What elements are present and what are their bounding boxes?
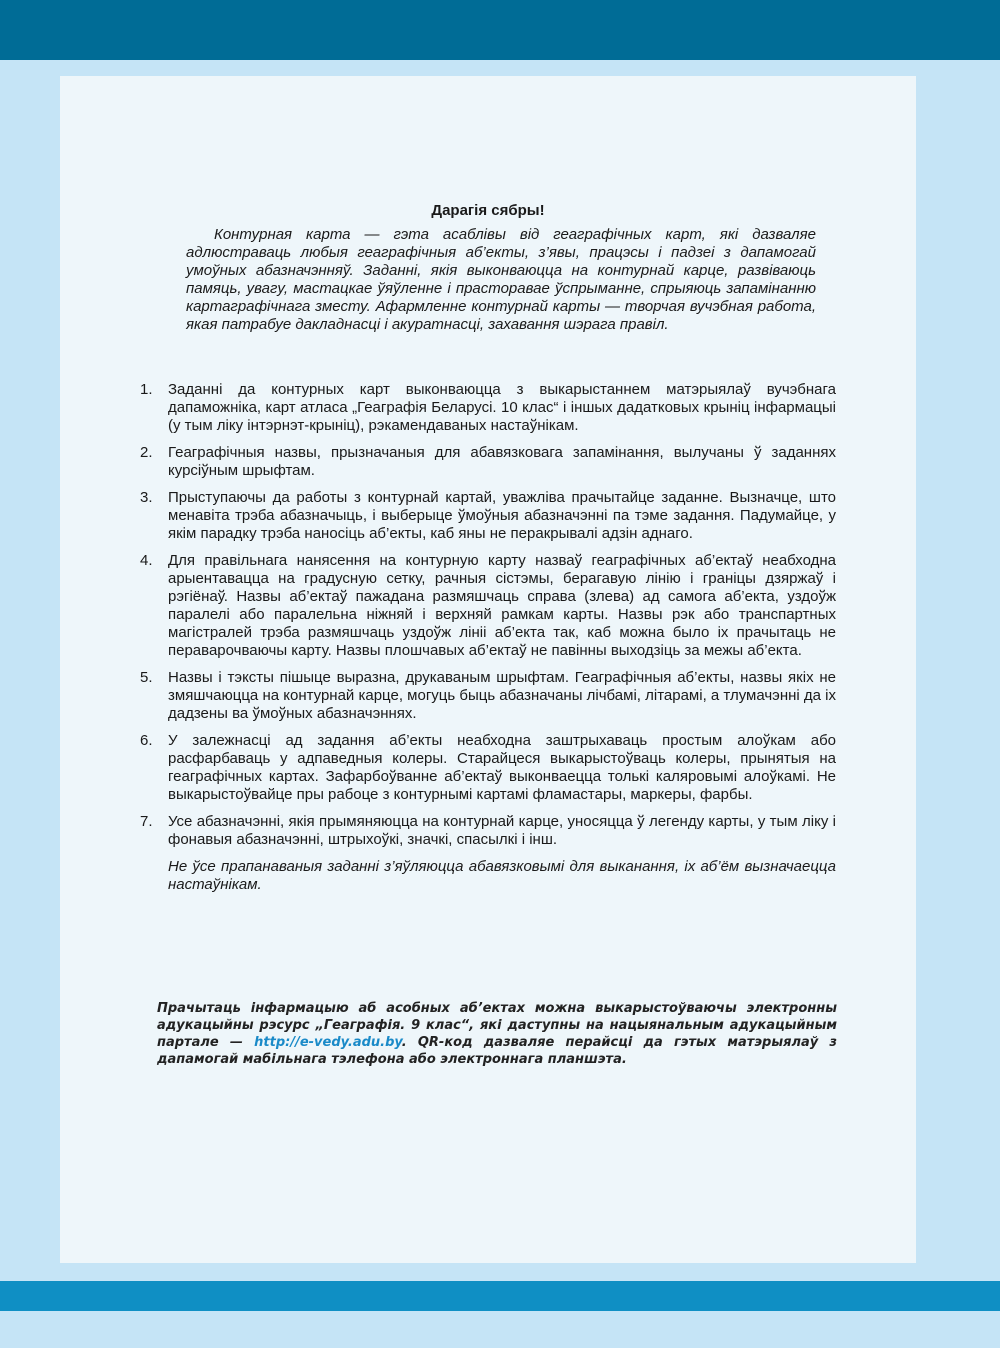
intro-paragraph: Контурная карта — гэта асаблівы від геаграфічных карт, які дазваляе адлюстраваць любыя геаграфічныя аб’екты, з’явы, працэсы і падзеі з дапамогай умоўных абазначэнняў. Заданні, якія выконваюцца на контурнай карце, развіваюць памяць, увагу, мастацкае ўяўленне і прасторавае ўспрыманне, спрыяюць запамінанню картаграфічнага зместу. Афармленне контурнай карты — творчая вучэбная работа, якая патрабуе дакладнасці і акуратнасці, захавання шэрага правіл. (186, 226, 816, 333)
list-item (140, 813, 836, 849)
list-item (140, 732, 836, 804)
list-item-text: Прыступаючы да работы з контурнай картай, уважліва прачытайце заданне. Вызначце, што менавіта трэба абазначыць, і выберыце ўмоўныя абазначэнні па тэме задання. Падумайце, у якім парадку трэба наносіць аб’екты, каб яны не перакрывалі адзін аднаго. (168, 489, 836, 542)
rules-list (140, 381, 836, 894)
list-item-number: 4. (140, 552, 153, 569)
page-sheet (60, 76, 916, 1263)
list-item (140, 489, 836, 543)
list-item-text: Назвы і тэксты пішыце выразна, друкаваным шрыфтам. Геаграфічныя аб’екты, назвы якіх не змяшчаюцца на контурнай карце, могуць быць абазначаны лічбамі, літарамі, а тлумачэнні да іх дадзены ва ўмоўных абазначэннях. (168, 669, 836, 722)
page-heading: Дарагія сябры! (431, 202, 545, 219)
list-item (140, 444, 836, 480)
footer-text-before: Прачытаць інфармацыю аб асобных аб’ектах можна выкарыстоўваючы электронны адукацыйны рэсурс „Геаграфія. 9 клас“, які даступны на нацыянальным адукацыйным партале — (157, 1001, 837, 1050)
list-item-number: 5. (140, 669, 153, 686)
list-item-text: Геаграфічныя назвы, прызначаныя для абавязковага запамінання, вылучаны ў заданнях курсіўным шрыфтам. (168, 444, 836, 479)
footer-text-after: . QR-код дазваляе перайсці да гэтых матэрыялаў з дапамогай мабільнага тэлефона або электроннага планшэта. (157, 1035, 837, 1067)
top-color-band (0, 0, 1000, 60)
resource-link[interactable]: http://e-vedy.adu.by (254, 1035, 402, 1050)
list-item (140, 669, 836, 723)
optional-tasks-note: Не ўсе прапанаваныя заданні з’яўляюцца абавязковымі для выканання, іх аб’ём вызначаецца настаўнікам. (168, 858, 836, 893)
list-item-number: 3. (140, 489, 153, 506)
footer-note (157, 1000, 837, 1068)
list-item-text: Заданні да контурных карт выконваюцца з выкарыстаннем матэрыялаў вучэбнага дапаможніка, карт атласа „Геаграфія Беларусі. 10 клас“ і іншых дадатковых крыніц інфармацыі (у тым ліку інтэрнэт-крыніц), рэкамендаваных настаўнікам. (168, 381, 836, 434)
bottom-color-band (0, 1281, 1000, 1311)
list-item-number: 1. (140, 381, 153, 398)
list-item-text: У залежнасці ад задання аб’екты неабходна заштрыхаваць простым алоўкам або расфарбаваць у адпаведныя колеры. Старайцеся выкарыстоўваць колеры, прынятыя на геаграфічных картах. Зафарбоўванне аб’ектаў выконваецца толькі каляровымі алоўкамі. Не выкарыстоўвайце пры рабоце з контурнымі картамі фламастары, маркеры, фарбы. (168, 732, 836, 803)
list-item (140, 552, 836, 660)
list-item-number: 2. (140, 444, 153, 461)
list-item (140, 381, 836, 435)
list-item-number: 7. (140, 813, 153, 830)
list-item-number: 6. (140, 732, 153, 749)
list-item-text: Для правільнага нанясення на контурную карту назваў геаграфічных аб’ектаў неабходна арыентавацца на градусную сетку, рачныя сістэмы, берагавую лінію і граніцы дзяржаў і рэгіёнаў. Назвы аб’ектаў пажадана размяшчаць справа (злева) ад самога аб’екта, уздоўж паралелі або паралельна ніжняй і верхняй рамкам карты. Назвы рэк або транспартных магістралей трэба размяшчаць уздоўж лініі аб’екта так, каб можна было іх прачытаць не пераварочваючы карту. Назвы плошчавых аб’ектаў не павінны выходзіць за межы аб’екта. (168, 552, 836, 659)
list-item-text: Усе абазначэнні, якія прымяняюцца на контурнай карце, уносяцца ў легенду карты, у тым ліку і фонавыя абазначэнні, штрыхоўкі, значкі, спасылкі і інш. (168, 813, 836, 848)
